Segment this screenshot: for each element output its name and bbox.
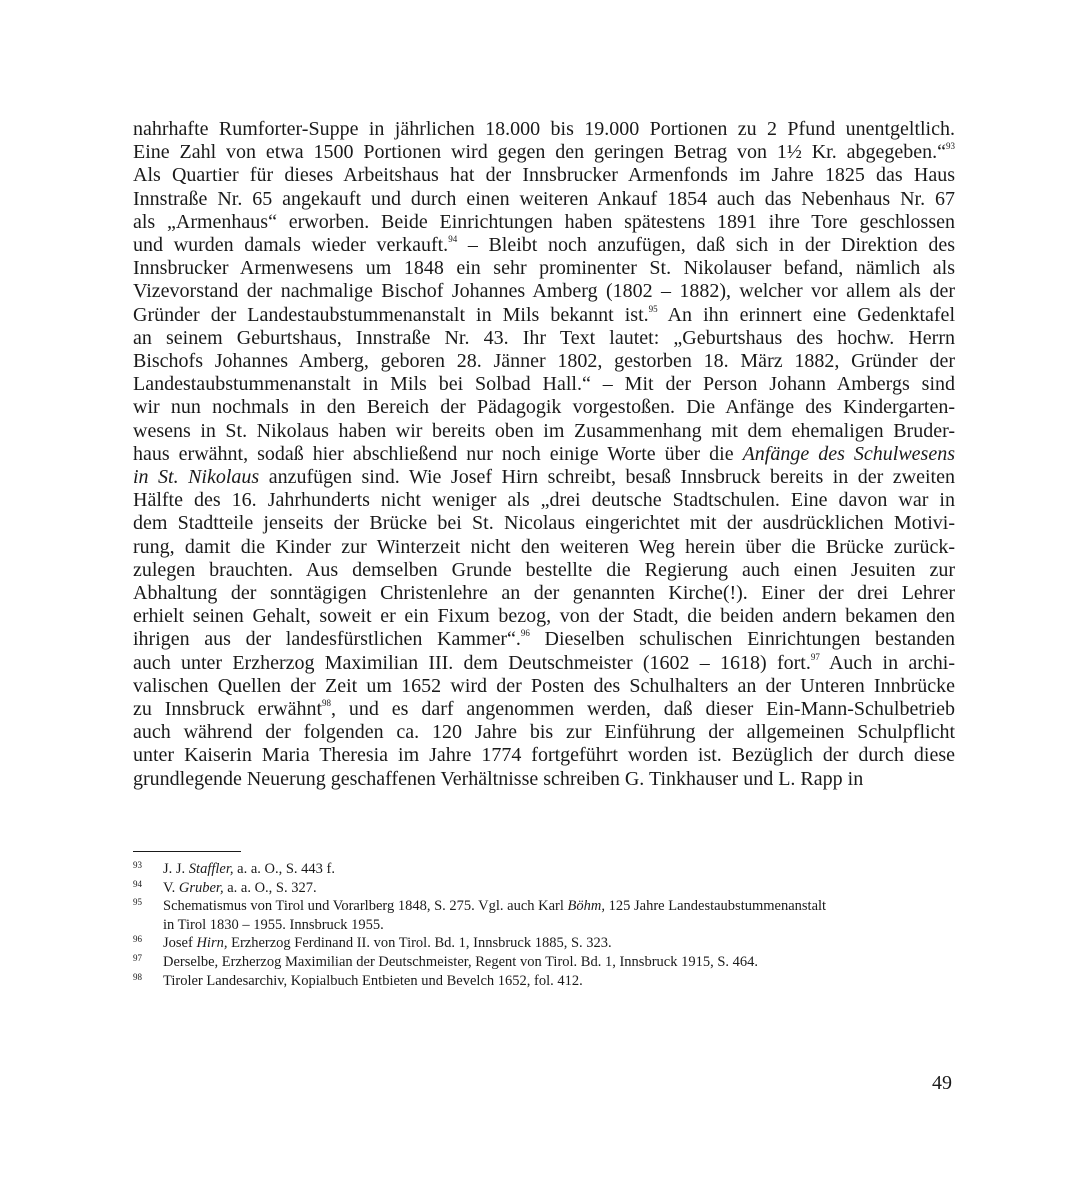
line-text: Innstraße Nr. 65 angekauft und durch einen weiteren Ankauf 1854 auch das Nebenhaus Nr. 67	[133, 187, 955, 210]
footnote	[133, 972, 963, 991]
line-text: ihrigen aus der landesfürstlichen Kammer“.	[133, 628, 521, 651]
footnote-number: 94	[133, 878, 142, 889]
footnote-text	[163, 897, 963, 934]
text-line	[133, 768, 955, 791]
text-line	[133, 373, 955, 396]
footnote	[133, 897, 963, 934]
line-text: grundlegende Neuerung geschaffenen Verhältnisse schreiben G. Tinkhauser und L. Rapp in	[133, 767, 864, 790]
main-body-text	[133, 118, 955, 791]
line-text: erhielt seinen Gehalt, soweit er ein Fixum bezog, von der Stadt, die beiden andern bekamen den	[133, 605, 955, 628]
line-text: wesens in St. Nikolaus haben wir bereits oben im Zusammenhang mit dem ehemaligen Bruder-	[133, 419, 955, 442]
line-text: haus erwähnt, sodaß hier abschließend nur noch einige Worte über die	[133, 442, 743, 465]
text-line	[133, 582, 955, 605]
footnote	[133, 953, 963, 972]
line-text: Als Quartier für dieses Arbeitshaus hat der Innsbrucker Armenfonds im Jahre 1825 das Haus	[133, 164, 955, 187]
footnote-reference: 93	[946, 141, 955, 152]
line-text: als „Armenhaus“ erworben. Beide Einrichtungen haben spätestens 1891 ihre Tore geschlossen	[133, 210, 955, 233]
line-text: und wurden damals wieder verkauft.	[133, 234, 449, 257]
text-line	[133, 234, 955, 257]
text-line	[133, 698, 955, 721]
line-text: unter Kaiserin Maria Theresia im Jahre 1774 fortgeführt worden ist. Bezüglich der durch diese	[133, 744, 955, 767]
footnote-text-part: Derselbe, Erzherzog Maximilian der Deutschmeister, Regent von Tirol. Bd. 1, Innsbruck 1915, S. 464.	[163, 953, 759, 970]
text-line	[133, 141, 955, 164]
footnote-reference: 96	[520, 628, 530, 639]
text-line	[133, 443, 955, 466]
line-text: auch unter Erzherzog Maximilian III. dem Deutschmeister (1602 – 1618) fort.	[133, 651, 811, 674]
footnote-reference: 98	[322, 698, 332, 709]
footnote-number: 98	[133, 971, 142, 982]
line-text: auch während der folgenden ca. 120 Jahre bis zur Einführung der allgemeinen Schulpflicht	[133, 721, 955, 744]
line-text: zu Innsbruck erwähnt	[133, 698, 323, 721]
footnote-number: 96	[133, 934, 142, 945]
footnote-text-part: Schematismus von Tirol und Vorarlberg 1848, S. 275. Vgl. auch Karl	[163, 898, 568, 915]
line-text: Landestaubstummenanstalt in Mils bei Solbad Hall.“ – Mit der Person Johann Ambergs sind	[133, 373, 955, 396]
text-line	[133, 466, 955, 489]
footnote-number: 95	[133, 897, 142, 908]
italic-text: Hirn,	[196, 935, 228, 952]
footnote-text-part: Tiroler Landesarchiv, Kopialbuch Entbieten und Bevelch 1652, fol. 412.	[163, 972, 583, 989]
footnote-text	[163, 972, 963, 991]
text-line	[133, 628, 955, 651]
italic-text: Staffler,	[188, 861, 234, 877]
footnote-text-part: Erzherzog Ferdinand II. von Tirol. Bd. 1, Innsbruck 1885, S. 323.	[227, 935, 612, 952]
footnote	[133, 860, 963, 879]
text-line	[133, 118, 955, 141]
text-line	[133, 396, 955, 419]
text-line	[133, 675, 955, 698]
line-text: dem Stadtteile jenseits der Brücke bei St. Nicolaus eingerichtet mit der ausdrücklichen Motivi-	[133, 512, 955, 535]
line-text: Dieselben schulischen Einrichtungen bestanden	[529, 628, 955, 651]
line-text: Bischofs Johannes Amberg, geboren 28. Jänner 1802, gestorben 18. März 1882, Gründer der	[133, 350, 955, 373]
text-line	[133, 304, 955, 327]
line-text: wir nun nochmals in den Bereich der Pädagogik vorgestoßen. Die Anfänge des Kindergarten-	[133, 396, 955, 419]
text-line	[133, 559, 955, 582]
footnote-text-part: V.	[163, 879, 179, 896]
text-line	[133, 744, 955, 767]
line-text: Gründer der Landestaubstummenanstalt in Mils bekannt ist.	[133, 303, 649, 326]
text-line	[133, 721, 955, 744]
line-text: Innsbrucker Armenwesens um 1848 ein sehr prominenter St. Nikolauser befand, nämlich als	[133, 257, 955, 280]
text-line	[133, 188, 955, 211]
page-number: 49	[932, 1072, 952, 1094]
footnote-text-part: in Tirol 1830 – 1955. Innsbruck 1955.	[163, 916, 384, 933]
footnote-text-part: J. J.	[163, 861, 189, 877]
line-text: An ihn erinnert eine Gedenktafel	[657, 303, 955, 326]
italic-text: in St. Nikolaus	[133, 466, 260, 489]
text-line	[133, 489, 955, 512]
text-line	[133, 164, 955, 187]
text-line	[133, 605, 955, 628]
footnote-text	[163, 934, 963, 953]
footnote-text	[163, 953, 963, 972]
text-line	[133, 512, 955, 535]
line-text: zulegen brauchten. Aus demselben Grunde bestellte die Regierung auch einen Jesuiten zur	[133, 558, 955, 581]
text-line	[133, 211, 955, 234]
footnote-number: 97	[133, 952, 142, 963]
italic-text: Gruber,	[178, 879, 224, 896]
line-text: an seinem Geburtshaus, Innstraße Nr. 43. Ihr Text lautet: „Geburtshaus des hochw. Herrn	[133, 326, 955, 349]
line-text: , und es darf angenommen werden, daß dieser Ein-Mann-Schulbetrieb	[331, 698, 955, 721]
italic-text: Anfänge des Schulwesens	[742, 442, 955, 465]
footnote-reference: 95	[648, 303, 658, 314]
line-text: rung, damit die Kinder zur Winterzeit nicht den weiteren Weg herein über die Brücke zurück-	[133, 535, 955, 558]
footnote-text-part: a. a. O., S. 443 f.	[233, 861, 336, 877]
footnote-text	[163, 860, 963, 879]
line-text: Auch in archi-	[819, 651, 955, 674]
line-text: anzufügen sind. Wie Josef Hirn schreibt, besaß Innsbruck bereits in der zweiten	[259, 466, 955, 489]
footnote-reference: 97	[810, 651, 820, 662]
footnote-text	[163, 879, 963, 898]
footnote	[133, 879, 963, 898]
line-text: Hälfte des 16. Jahrhunderts nicht weniger als „drei deutsche Stadtschulen. Eine davon war in	[133, 489, 955, 512]
footnotes-section	[133, 860, 963, 990]
text-line	[133, 257, 955, 280]
footnote-text-part: 125 Jahre Landestaubstummenanstalt	[605, 898, 827, 915]
text-line	[133, 420, 955, 443]
line-text: – Bleibt noch anzufügen, daß sich in der Direktion des	[457, 234, 955, 257]
text-line	[133, 280, 955, 303]
text-line	[133, 652, 955, 675]
text-line	[133, 327, 955, 350]
line-text: nahrhafte Rumforter-Suppe in jährlichen 18.000 bis 19.000 Portionen zu 2 Pfund unentgeltlich.	[133, 118, 955, 140]
footnote-number: 93	[133, 860, 142, 870]
footnote-text-part: a. a. O., S. 327.	[223, 879, 317, 896]
line-text: valischen Quellen der Zeit um 1652 wird der Posten des Schulhalters an der Unteren Innbrücke	[133, 674, 955, 697]
line-text: Eine Zahl von etwa 1500 Portionen wird gegen den geringen Betrag von 1½ Kr. abgegeben.“	[133, 141, 946, 164]
italic-text: Böhm,	[567, 898, 605, 915]
line-text: Vizevorstand der nachmalige Bischof Johannes Amberg (1802 – 1882), welcher vor allem als der	[133, 280, 955, 303]
line-text: Abhaltung der sonntägigen Christenlehre an der genannten Kirche(!). Einer der drei Lehrer	[133, 582, 955, 605]
text-line	[133, 536, 955, 559]
footnote-separator	[133, 851, 241, 852]
text-line	[133, 350, 955, 373]
footnote-text-part: Josef	[163, 935, 197, 952]
footnote	[133, 934, 963, 953]
footnote-reference: 94	[448, 234, 458, 245]
